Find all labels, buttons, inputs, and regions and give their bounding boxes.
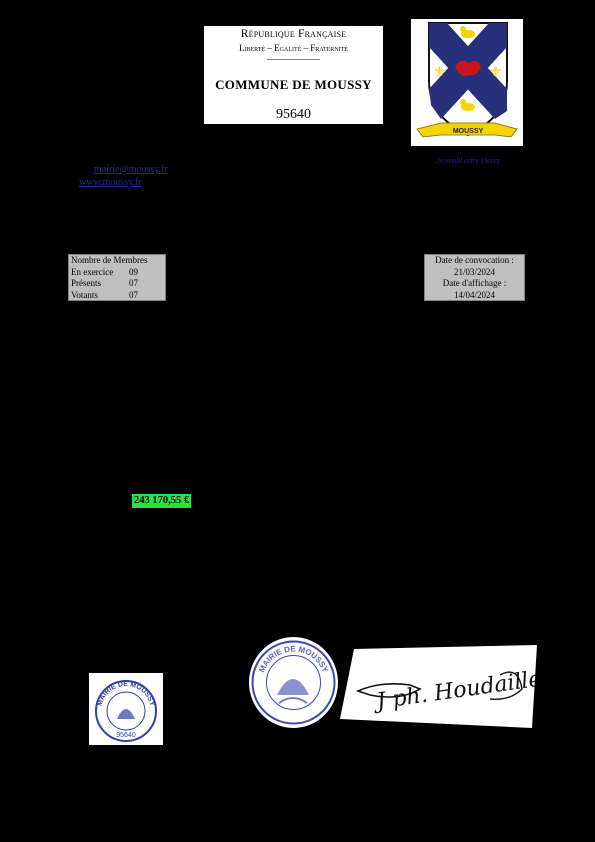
signature-text: J ph. Houdaille <box>375 666 537 715</box>
svg-text:MAIRIE DE MOUSSY <box>97 681 156 707</box>
large-seal-text: MAIRIE DE MOUSSY <box>257 644 330 674</box>
members-row <box>71 278 163 290</box>
members-row-value: 09 <box>129 266 138 277</box>
commune-name: COMMUNE DE MOUSSY <box>215 77 372 92</box>
dates-box <box>424 254 525 301</box>
highlighted-amount: 243 170,55 € <box>134 495 190 506</box>
republic-motto: Liberté – Egalité – Fraternité <box>239 43 348 53</box>
members-row-label: Présents <box>71 278 101 289</box>
members-row-label: Votants <box>71 289 98 300</box>
svg-text:MAIRIE DE MOUSSY <box>257 644 330 674</box>
members-row-value: 07 <box>129 278 138 289</box>
members-row-value: 07 <box>129 289 138 300</box>
mayor-signature-icon <box>340 645 537 728</box>
members-title: Nombre de Membres <box>71 255 148 265</box>
small-seal-code: 95640 <box>116 732 136 739</box>
svg-text:⚜: ⚜ <box>489 63 503 81</box>
commune-header <box>204 26 383 124</box>
small-seal-stamp-icon <box>89 673 163 745</box>
coat-banner-text: MOUSSY <box>452 128 484 135</box>
small-seal-text: MAIRIE DE MOUSSY <box>96 680 156 707</box>
commune-tagline: Je veulx estre clerez <box>435 156 501 165</box>
members-count-box <box>68 254 166 301</box>
svg-text:⚜: ⚜ <box>433 63 447 81</box>
convocation-label: Date de convocation : <box>435 255 514 265</box>
affichage-label: Date d'affichage : <box>442 278 507 289</box>
coat-of-arms-icon <box>411 19 523 146</box>
convocation-date: 21/03/2024 <box>453 266 495 277</box>
large-seal-stamp-icon <box>249 637 338 728</box>
website-link[interactable]: www.moussy.fr <box>79 177 142 188</box>
members-row <box>71 267 163 279</box>
header-divider <box>267 59 320 60</box>
affichage-date: 14/04/2024 <box>453 289 495 300</box>
members-row-label: En exercice <box>71 266 114 277</box>
commune-postcode: 95640 <box>276 107 311 122</box>
republic-title: République Française <box>240 28 347 40</box>
email-link[interactable]: mairie@moussy.fr <box>94 164 168 175</box>
members-row <box>71 290 163 302</box>
